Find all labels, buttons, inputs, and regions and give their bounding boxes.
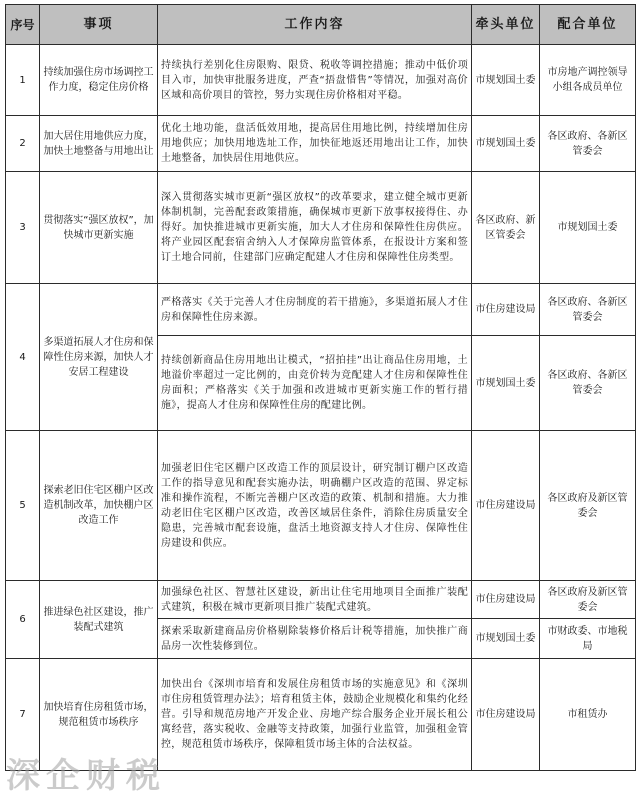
row-co: 市租赁办 <box>540 659 636 771</box>
header-lead: 牵头单位 <box>472 5 540 45</box>
row-no: 6 <box>6 581 40 659</box>
row-no: 2 <box>6 116 40 172</box>
row-lead: 市住房建设局 <box>472 659 540 771</box>
row-item: 持续加强住房市场调控工作力度，稳定住房价格 <box>40 45 158 116</box>
row-content: 严格落实《关于完善人才住房制度的若干措施》，多渠道拓展人才住房和保障性住房来源。 <box>158 284 472 336</box>
row-co: 市规划国土委 <box>540 172 636 284</box>
work-plan-table <box>5 4 636 771</box>
header-row <box>6 5 636 45</box>
row-lead: 市住房建设局 <box>472 431 540 581</box>
table-row <box>6 172 636 284</box>
table-row <box>6 431 636 581</box>
table-row <box>6 581 636 619</box>
row-co: 各区政府、各新区管委会 <box>540 284 636 336</box>
row-co: 各区政府及新区管委会 <box>540 431 636 581</box>
row-co: 市房地产调控领导小组各成员单位 <box>540 45 636 116</box>
header-item: 事项 <box>40 5 158 45</box>
row-item: 推进绿色社区建设，推广装配式建筑 <box>40 581 158 659</box>
row-content: 加快出台《深圳市培育和发展住房租赁市场的实施意见》和《深圳市住房租赁管理办法》；培育租赁主体，鼓励企业规模化和集约化经营。引导和规范房地产开发企业、房地产综合服务企业开展长租公寓经营，落实税收、金融等支持政策，加强行业监管，加强租金管控，规范租赁市场秩序，保障租赁市场主体的合法权益。 <box>158 659 472 771</box>
row-content: 加强老旧住宅区棚户区改造工作的顶层设计，研究制订棚户区改造工作的指导意见和配套实施办法，明确棚户区改造的范围、界定标准和操作流程，不断完善棚户区改造的政策、机制和措施。大力推动老旧住宅区棚户区改造，改善区域居住条件，消除住房质量安全隐患，完善城市配套设施，盘活土地资源支持人才住房、保障性住房建设和供应。 <box>158 431 472 581</box>
watermark: 深企财税 <box>6 756 166 796</box>
row-content: 探索采取新建商品房价格剔除装修价格后计税等措施，加快推广商品房一次性装修到位。 <box>158 619 472 659</box>
row-co: 各区政府、各新区管委会 <box>540 336 636 431</box>
row-item: 探索老旧住宅区棚户区改造机制改革，加快棚户区改造工作 <box>40 431 158 581</box>
row-content: 加强绿色社区、智慧社区建设，新出让住宅用地项目全面推广装配式建筑，积极在城市更新项目推广装配式建筑。 <box>158 581 472 619</box>
row-item: 贯彻落实“强区放权”，加快城市更新实施 <box>40 172 158 284</box>
header-content: 工作内容 <box>158 5 472 45</box>
table-row <box>6 116 636 172</box>
row-co: 各区政府及新区管委会 <box>540 581 636 619</box>
row-lead: 各区政府、新区管委会 <box>472 172 540 284</box>
row-content: 持续创新商品住房用地出让模式，“招拍挂”出让商品住房用地，土地溢价率超过一定比例的，由竞价转为竞配建人才住房和保障性住房面积；严格落实《关于加强和改进城市更新实施工作的暂行措施》，提高人才住房和保障性住房的配建比例。 <box>158 336 472 431</box>
row-item: 多渠道拓展人才住房和保障性住房来源，加快人才安居工程建设 <box>40 284 158 431</box>
row-content: 优化土地功能，盘活低效用地，提高居住用地比例，持续增加住房用地供应；加快用地选址工作，加快征地返还用地出让工作，加快土地整备，加快居住用地供应。 <box>158 116 472 172</box>
row-lead: 市住房建设局 <box>472 284 540 336</box>
row-item: 加大居住用地供应力度，加快土地整备与用地出让 <box>40 116 158 172</box>
row-co: 各区政府、各新区管委会 <box>540 116 636 172</box>
row-no: 3 <box>6 172 40 284</box>
table-row <box>6 45 636 116</box>
row-no: 7 <box>6 659 40 771</box>
row-lead: 市规划国土委 <box>472 116 540 172</box>
row-lead: 市住房建设局 <box>472 581 540 619</box>
header-no: 序号 <box>6 5 40 45</box>
table-row <box>6 284 636 336</box>
row-item: 加快培育住房租赁市场，规范租赁市场秩序 <box>40 659 158 771</box>
row-lead: 市规划国土委 <box>472 619 540 659</box>
row-no: 4 <box>6 284 40 431</box>
row-no: 5 <box>6 431 40 581</box>
row-lead: 市规划国土委 <box>472 336 540 431</box>
row-content: 持续执行差别化住房限购、限贷、税收等调控措施；推动中低价项目入市，加快审批服务进度，严查“捂盘惜售”等情况，加强对高价区域和高价项目的管控，努力实现住房价格相对平稳。 <box>158 45 472 116</box>
row-content: 深入贯彻落实城市更新“强区放权”的改革要求，建立健全城市更新体制机制，完善配套政策措施，确保城市更新下放事权接得住、办得好。加快推进城市更新实施，加大人才住房和保障性住房供应。将产业园区配套宿舍纳入人才保障房监管体系，在报设计方案和签订土地合同前，住建部门应确定配建人才住房和保障性住房类型。 <box>158 172 472 284</box>
header-co: 配合单位 <box>540 5 636 45</box>
row-co: 市财政委、市地税局 <box>540 619 636 659</box>
row-lead: 市规划国土委 <box>472 45 540 116</box>
row-no: 1 <box>6 45 40 116</box>
